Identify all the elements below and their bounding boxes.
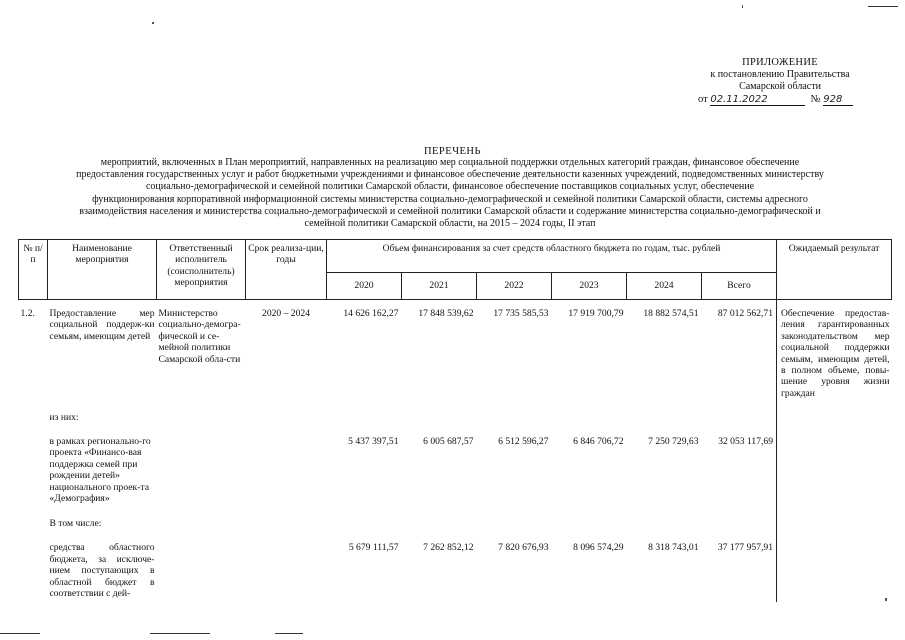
subtitle-line: функционирования корпоративной информационной системы министерства социально-демографической и семейной политики Самарской области, системы адресного <box>92 193 808 205</box>
appendix-line2: Самарской области <box>739 81 821 92</box>
scan-edge-line <box>0 633 40 634</box>
header-year: 2024 <box>627 273 702 300</box>
appendix-block <box>660 57 900 93</box>
handwritten-number: 928 <box>823 94 853 106</box>
row-executor: Министерство социально-демогра-фической и се-мейной политики Самарской обла-сти <box>158 308 241 365</box>
header-year: 2022 <box>477 273 552 300</box>
value-2022: 7 820 676,93 <box>498 542 549 554</box>
subtitle-line: мероприятий, включенных в План мероприятий, направленных на реализацию мер социальной поддержки отдельных категорий граждан, финансовое обеспечение <box>100 157 800 168</box>
value-2021: 17 848 539,62 <box>418 308 474 319</box>
table-row <box>19 539 892 602</box>
from-prefix: от <box>698 94 708 105</box>
scan-edge-line <box>150 633 210 634</box>
header-year: 2020 <box>327 273 402 300</box>
value-total: 32 053 117,69 <box>718 435 773 447</box>
row-result: Обеспечение предостав-ления гарантированных законодательством мер социальной поддержки семьям, имеющим детей, в полном объеме, повы-шение уровня жизни граждан <box>777 300 892 410</box>
document-subtitle <box>20 157 880 230</box>
row-num: 1.2. <box>20 308 35 319</box>
table-row <box>19 433 892 515</box>
value-total: 87 012 562,71 <box>717 308 773 319</box>
value-2023: 8 096 574,29 <box>573 542 624 554</box>
scan-speck <box>885 598 887 601</box>
scan-edge-line <box>868 6 898 7</box>
document-title: ПЕРЕЧЕНЬ <box>423 146 482 157</box>
label-of-which: из них: <box>49 411 79 423</box>
value-2024: 18 882 574,51 <box>643 308 699 319</box>
header-term: Срок реализа-ции, годы <box>246 240 327 300</box>
header-year: 2023 <box>552 273 627 300</box>
value-2023: 17 919 700,79 <box>568 308 624 319</box>
value-2022: 6 512 596,27 <box>498 435 549 447</box>
value-2020: 5 679 111,57 <box>348 542 399 554</box>
row-name: Предоставление мер социальной поддерж-ки семьям, имеющим детей <box>49 308 155 342</box>
row-name: в рамках регионально-го проекта «Финансо-вая поддержка семей при рождении детей» национального проек-та «Демография» <box>49 435 151 504</box>
appendix-title: ПРИЛОЖЕНИЕ <box>742 57 818 68</box>
value-2024: 8 318 743,01 <box>648 542 699 554</box>
funding-table <box>18 239 892 602</box>
value-total: 37 177 957,91 <box>717 542 773 554</box>
header-result: Ожидаемый результат <box>777 240 892 300</box>
scan-speck <box>152 22 154 24</box>
number-prefix: № <box>810 94 821 105</box>
subtitle-line: предоставления государственных услуг и работ бюджетными учреждениями и финансовое обеспечение деятельности казенных учреждений, подведомственных министерству <box>76 169 824 181</box>
row-term: 2020 – 2024 <box>262 308 310 319</box>
subtitle-line: взаимодействия населения и министерства социально-демографической и семейной политики Самарской области и содержание министерства социально-демографической и <box>79 205 821 217</box>
value-2024: 7 250 729,63 <box>648 435 699 447</box>
subtitle-line: семейной политики Самарской области, на 2015 – 2024 годы, II этап <box>304 218 596 230</box>
handwritten-date: 02.11.2022 <box>710 94 805 106</box>
appendix-signature-line <box>698 94 853 106</box>
table-row <box>19 300 892 410</box>
header-total: Всего <box>702 273 777 300</box>
scan-edge-line <box>275 633 303 634</box>
subtitle-line: социально-демографической и семейной политики Самарской области, финансовое обеспечение поставщиков социальных услуг, обеспечение <box>145 181 755 193</box>
table-row <box>19 515 892 539</box>
value-2021: 7 262 852,12 <box>423 542 474 554</box>
row-name: средства областного бюджета, за исключе-нием поступающих в областной бюджет в соответствии с дей- <box>49 542 155 599</box>
value-2022: 17 735 585,53 <box>493 308 549 319</box>
header-funding: Объем финансирования за счет средств областного бюджета по годам, тыс. рублей <box>327 240 777 273</box>
header-executor: Ответственный исполнитель (соисполнитель) мероприятия <box>157 240 246 300</box>
table-row <box>19 410 892 433</box>
value-2021: 6 005 687,57 <box>423 435 474 447</box>
header-name: Наименование мероприятия <box>48 240 157 300</box>
header-year: 2021 <box>402 273 477 300</box>
label-including: В том числе: <box>49 517 102 529</box>
appendix-line1: к постановлению Правительства <box>710 69 850 80</box>
header-num: № п/п <box>19 240 48 300</box>
value-2023: 6 846 706,72 <box>573 435 624 447</box>
value-2020: 5 437 397,51 <box>348 435 399 447</box>
value-2020: 14 626 162,27 <box>343 308 399 319</box>
scan-speck <box>742 5 743 8</box>
